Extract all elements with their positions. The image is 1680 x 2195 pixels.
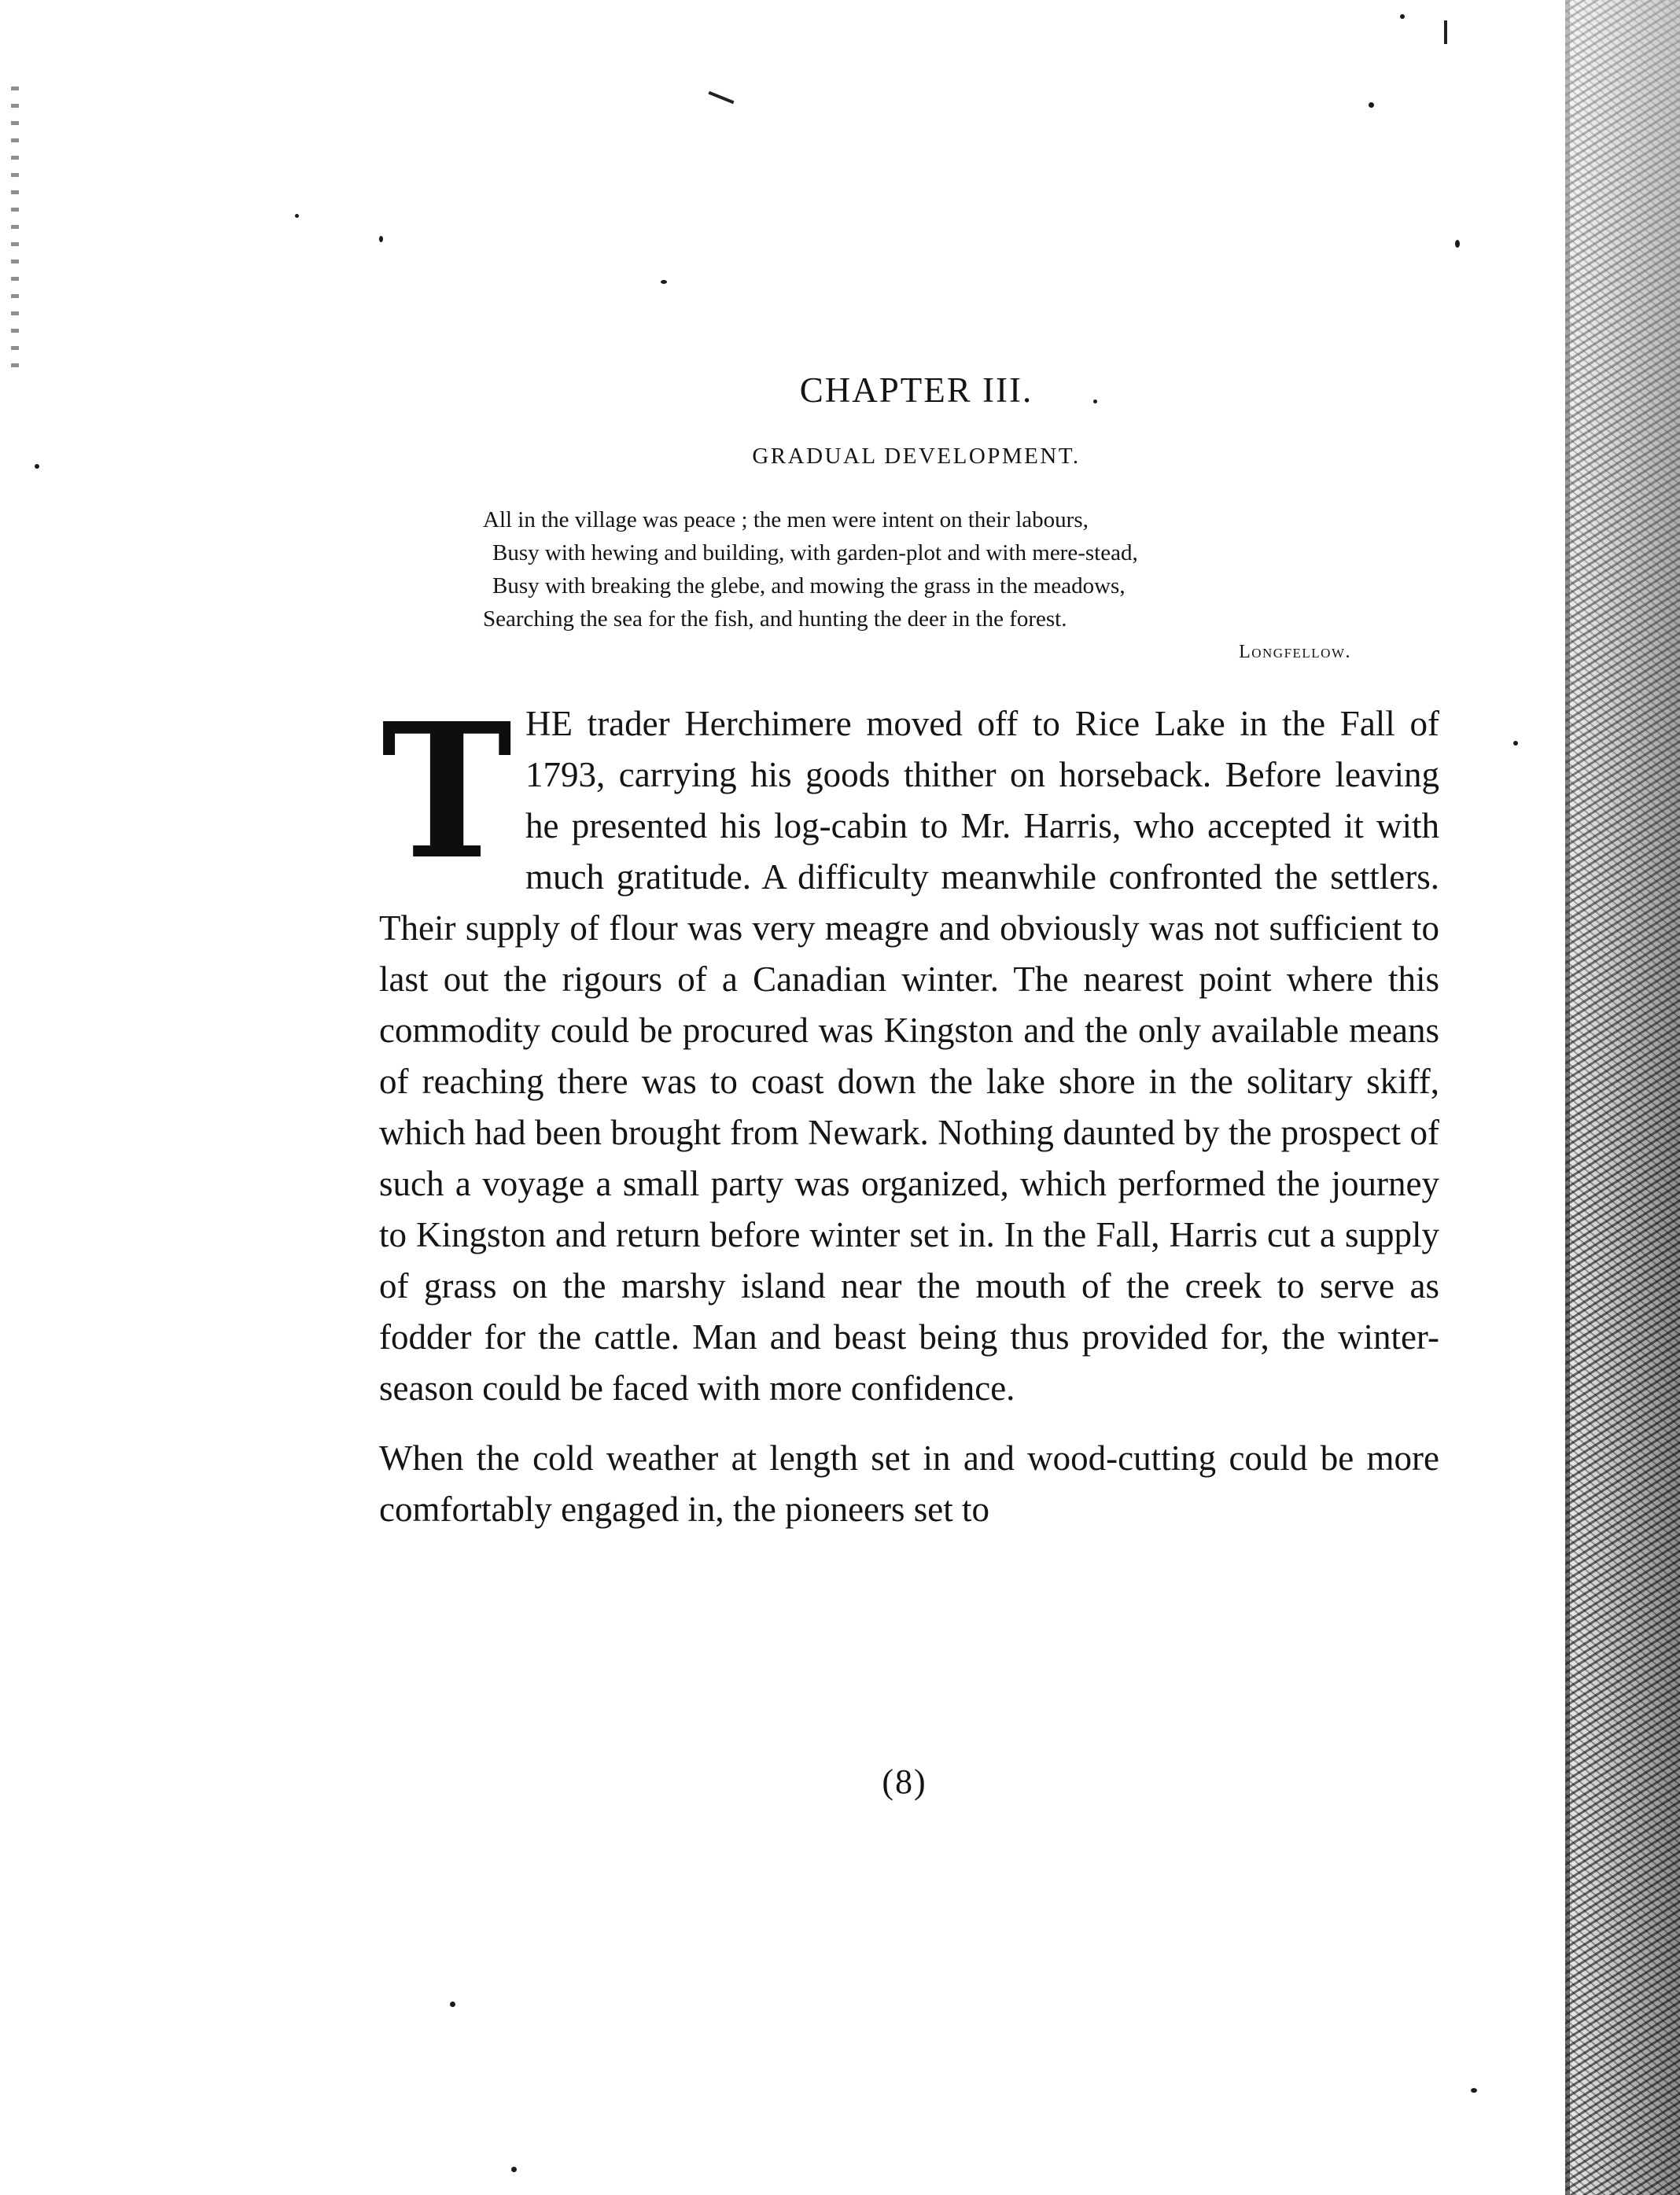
- epigraph-attribution: Longfellow.: [1239, 642, 1351, 662]
- epigraph: [483, 503, 1356, 668]
- stray-ink-mark: [1444, 20, 1447, 44]
- chapter-body: [379, 682, 1439, 1535]
- ink-speck: [1369, 102, 1374, 108]
- chapter-subtitle: GRADUAL DEVELOPMENT.: [752, 444, 1081, 469]
- ink-speck: [450, 2002, 455, 2007]
- body-paragraph: When the cold weather at length set in and wood-cutting could be more comfortably engaged in, the pioneers set to: [379, 1438, 1439, 1529]
- ink-speck: [511, 2167, 517, 2172]
- chapter-heading: CHAPTER III.: [799, 370, 1033, 410]
- epigraph-line: Busy with hewing and building, with garden-plot and with mere-stead,: [492, 540, 1138, 565]
- ink-speck: [295, 214, 299, 218]
- page-number: (8): [882, 1762, 927, 1801]
- ink-speck: [661, 280, 667, 284]
- ink-speck: [1400, 14, 1405, 19]
- epigraph-line: Busy with breaking the glebe, and mowing the grass in the meadows,: [492, 573, 1126, 598]
- stray-ink-mark: [708, 91, 734, 104]
- epigraph-line: All in the village was peace ; the men were intent on their labours,: [483, 507, 1089, 532]
- ink-speck: [1513, 741, 1518, 746]
- scan-margin-dots: [11, 87, 19, 370]
- paragraph-text: HE trader Herchimere moved off to Rice Lake in the Fall of 1793, carrying his goods thither on horseback. Before leaving he presented his log-cabin to Mr. Harris, who accepted it with much gratitude. A difficulty meanwhile confronted the settlers. Their supply of flour was very meagre and obviously was not sufficient to last out the rigours of a Canadian winter. The nearest point where this commodity could be procured was Kingston and the only available means of reaching there was to coast down the lake shore in the solitary skiff, which had been brought from Newark. Nothing daunted by the prospect of such a voyage a small party was organized, which performed the journey to Kingston and return before winter set in. In the Fall, Harris cut a supply of grass on the marshy island near the mouth of the creek to serve as fodder for the cattle. Man and beast being thus provided for, the winter-season could be faced with more confidence.: [379, 704, 1439, 1408]
- ink-speck: [35, 464, 39, 469]
- ink-speck: [1471, 2088, 1477, 2093]
- scan-edge-artifact: [1565, 0, 1680, 2195]
- epigraph-line: Searching the sea for the fish, and hunting the deer in the forest.: [483, 606, 1067, 632]
- drop-cap-initial: T: [381, 682, 513, 900]
- body-paragraph: [379, 682, 1439, 1414]
- ink-speck: [379, 236, 383, 242]
- ink-speck: [1455, 240, 1460, 248]
